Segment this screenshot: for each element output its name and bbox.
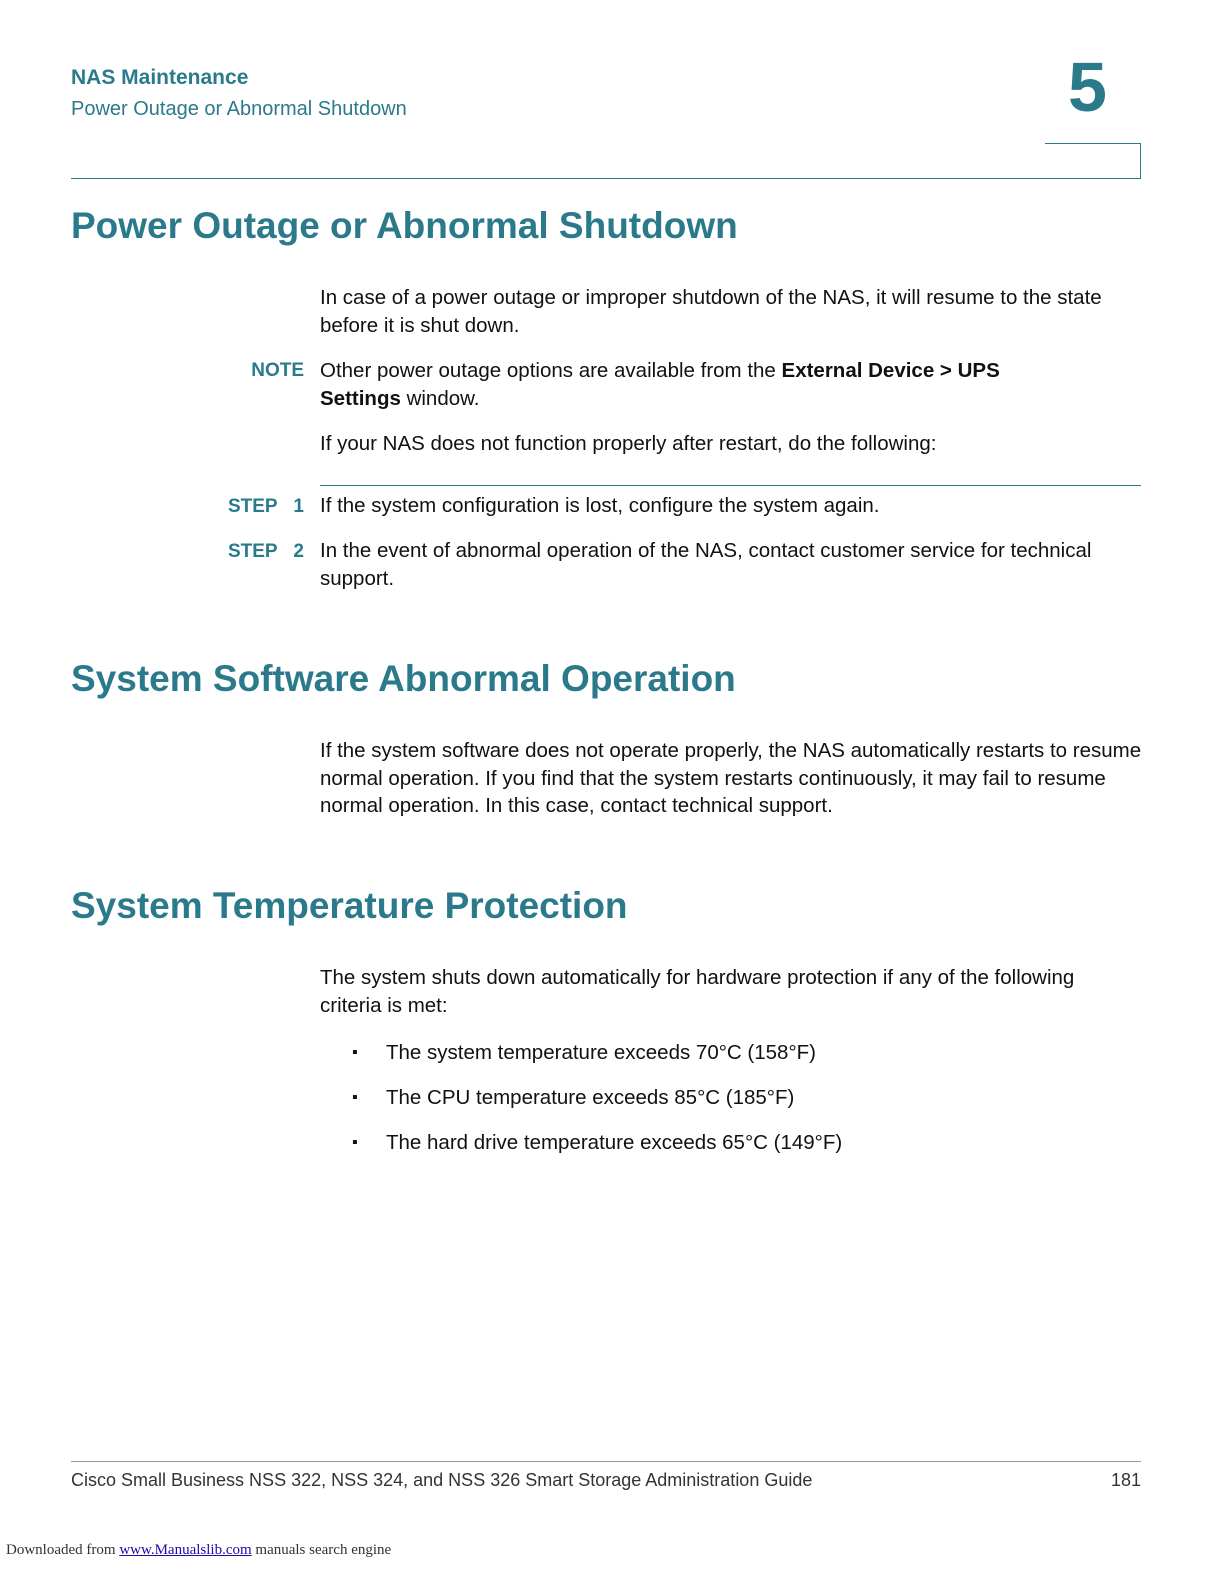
step-word: STEP — [227, 496, 278, 517]
bullet-item: The CPU temperature exceeds 85°C (185°F) — [386, 1086, 795, 1109]
bullet-item: The system temperature exceeds 70°C (158°F) — [386, 1041, 816, 1064]
bullet-item: The hard drive temperature exceeds 65°C (149°F) — [386, 1131, 843, 1154]
chapter-number: 5 — [1068, 48, 1107, 126]
chapter-box-divider — [1045, 143, 1141, 179]
running-header-section: Power Outage or Abnormal Shutdown — [71, 98, 407, 120]
steps-rule — [320, 485, 1141, 486]
footer-rule — [71, 1461, 1141, 1462]
section-heading-software: System Software Abnormal Operation — [71, 658, 736, 699]
download-notice — [6, 1542, 391, 1559]
note-text-before: Other power outage options are available from the — [320, 359, 782, 382]
power-outage-followup: If your NAS does not function properly after restart, do the following: — [320, 432, 937, 455]
running-header-chapter: NAS Maintenance — [71, 66, 249, 89]
step-label-2 — [210, 541, 304, 563]
section-heading-temperature: System Temperature Protection — [71, 885, 628, 926]
section-heading-power-outage: Power Outage or Abnormal Shutdown — [71, 205, 738, 246]
download-suffix: manuals search engine — [251, 1542, 392, 1558]
step-word: STEP — [227, 541, 278, 562]
footer-page-number: 181 — [1110, 1470, 1141, 1490]
note-label: NOTE — [251, 360, 304, 381]
step-number: 2 — [293, 541, 304, 562]
step-text-2: In the event of abnormal operation of the NAS, contact customer service for technical support. — [320, 539, 1092, 590]
bullet-icon: ▪ — [352, 1044, 358, 1061]
note-menu-path: External Device > UPS Settings — [320, 359, 1000, 410]
footer-guide-title: Cisco Small Business NSS 322, NSS 324, and NSS 326 Smart Storage Administration Guide — [71, 1470, 813, 1490]
bullet-icon: ▪ — [352, 1134, 358, 1151]
step-label-1 — [210, 496, 304, 518]
power-outage-intro: In case of a power outage or improper shutdown of the NAS, it will resume to the state before it is shut down. — [320, 286, 1102, 337]
header-rule — [71, 178, 1141, 179]
download-prefix: Downloaded from — [6, 1542, 120, 1558]
step-number: 1 — [293, 496, 304, 517]
note-text — [320, 357, 1040, 412]
note-text-after: window. — [400, 386, 480, 410]
software-body: If the system software does not operate properly, the NAS automatically restarts to resume normal operation. If you find that the system restarts continuously, it may fail to resume normal operation. In this case, contact technical support. — [320, 739, 1142, 817]
manualslib-link[interactable]: www.Manualslib.com — [119, 1542, 252, 1558]
step-text-1: If the system configuration is lost, configure the system again. — [320, 494, 880, 517]
bullet-icon: ▪ — [352, 1089, 358, 1106]
temperature-body: The system shuts down automatically for hardware protection if any of the following criteria is met: — [320, 966, 1075, 1017]
